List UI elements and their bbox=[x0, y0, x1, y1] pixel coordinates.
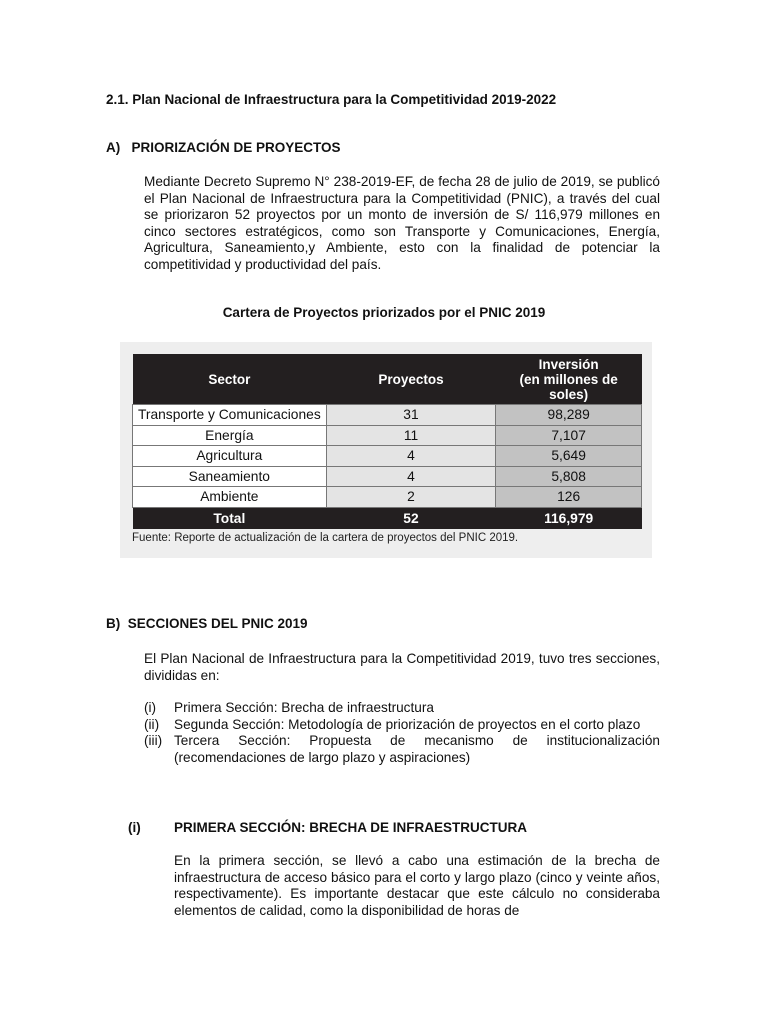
list-item-number: (i) bbox=[144, 700, 157, 715]
cell-sector: Saneamiento bbox=[133, 466, 327, 487]
cell-inversion: 5,808 bbox=[496, 466, 642, 487]
list-item-text: Segunda Sección: Metodología de priorización de proyectos en el corto plazo bbox=[174, 716, 641, 732]
cell-proyectos: 4 bbox=[326, 466, 496, 487]
list-item-number: (ii) bbox=[144, 716, 160, 732]
section-i-number: (i) bbox=[128, 820, 141, 835]
section-b-paragraph bbox=[144, 651, 660, 684]
table-total-row bbox=[133, 507, 642, 529]
total-label: Total bbox=[133, 507, 327, 529]
cell-proyectos: 4 bbox=[326, 446, 496, 467]
table-row bbox=[133, 405, 642, 426]
header-inversion: Inversión (en millones de soles) bbox=[496, 354, 642, 405]
total-inversion: 116,979 bbox=[496, 507, 642, 529]
cell-proyectos: 31 bbox=[326, 405, 496, 426]
section-i-text: En la primera sección, se llevó a cabo una estimación de la brecha de infraestructura de acceso básico para el corto y largo plazo (cinco y veinte años, respectivamente). Es importante destacar que este cálculo no consideraba elementos de calidad, como la disponibilidad de horas de bbox=[174, 853, 660, 918]
section-i-heading: PRIMERA SECCIÓN: BRECHA DE INFRAESTRUCTURA bbox=[174, 820, 528, 835]
section-a-heading: A) PRIORIZACIÓN DE PROYECTOS bbox=[106, 140, 341, 155]
list-item bbox=[144, 700, 660, 717]
table-row bbox=[133, 466, 642, 487]
section-i-paragraph bbox=[174, 853, 660, 919]
cell-inversion: 7,107 bbox=[496, 425, 642, 446]
table-row bbox=[133, 487, 642, 508]
cell-inversion: 98,289 bbox=[496, 405, 642, 426]
sections-list bbox=[144, 700, 660, 766]
cell-sector: Transporte y Comunicaciones bbox=[133, 405, 327, 426]
cell-inversion: 5,649 bbox=[496, 446, 642, 467]
header-sector: Sector bbox=[133, 354, 327, 405]
table-caption: Cartera de Proyectos priorizados por el PNIC 2019 bbox=[222, 305, 546, 320]
total-proyectos: 52 bbox=[326, 507, 496, 529]
section-a-paragraph bbox=[144, 174, 660, 274]
section-title: 2.1. Plan Nacional de Infraestructura para la Competitividad 2019-2022 bbox=[106, 92, 557, 107]
table-row bbox=[133, 446, 642, 467]
table-header-row bbox=[133, 354, 642, 405]
table-source: Fuente: Reporte de actualización de la cartera de proyectos del PNIC 2019. bbox=[132, 532, 519, 544]
list-item bbox=[144, 717, 660, 734]
list-item-number: (iii) bbox=[144, 733, 163, 749]
cell-sector: Agricultura bbox=[133, 446, 327, 467]
list-item-text: Primera Sección: Brecha de infraestructura bbox=[174, 700, 434, 715]
cell-proyectos: 11 bbox=[326, 425, 496, 446]
cell-sector: Ambiente bbox=[133, 487, 327, 508]
projects-table bbox=[132, 354, 642, 529]
cell-inversion: 126 bbox=[496, 487, 642, 508]
cell-sector: Energía bbox=[133, 425, 327, 446]
list-item-text: Tercera Sección: Propuesta de mecanismo de institucionalización (recomendaciones de largo plazo y aspiraciones) bbox=[174, 733, 660, 765]
table-row bbox=[133, 425, 642, 446]
cell-proyectos: 2 bbox=[326, 487, 496, 508]
section-a-text: Mediante Decreto Supremo N° 238-2019-EF, de fecha 28 de julio de 2019, se publicó el Plan Nacional de Infraestructura para la Competitividad (PNIC), a través del cual se priorizaron 52 proyectos por un monto de inversión de S/ 116,979 millones en cinco sectores estratégicos, como son Transporte y Comunicaciones, Energía, Agricultura, Saneamiento,y Ambiente, esto con la finalidad de potenciar la competitividad y productividad del país. bbox=[144, 174, 660, 272]
list-item bbox=[144, 733, 660, 766]
section-b-text: El Plan Nacional de Infraestructura para la Competitividad 2019, tuvo tres secciones, divididas en: bbox=[144, 651, 660, 683]
header-proyectos: Proyectos bbox=[326, 354, 496, 405]
section-b-heading: B) SECCIONES DEL PNIC 2019 bbox=[106, 616, 308, 631]
table-figure bbox=[120, 342, 652, 558]
